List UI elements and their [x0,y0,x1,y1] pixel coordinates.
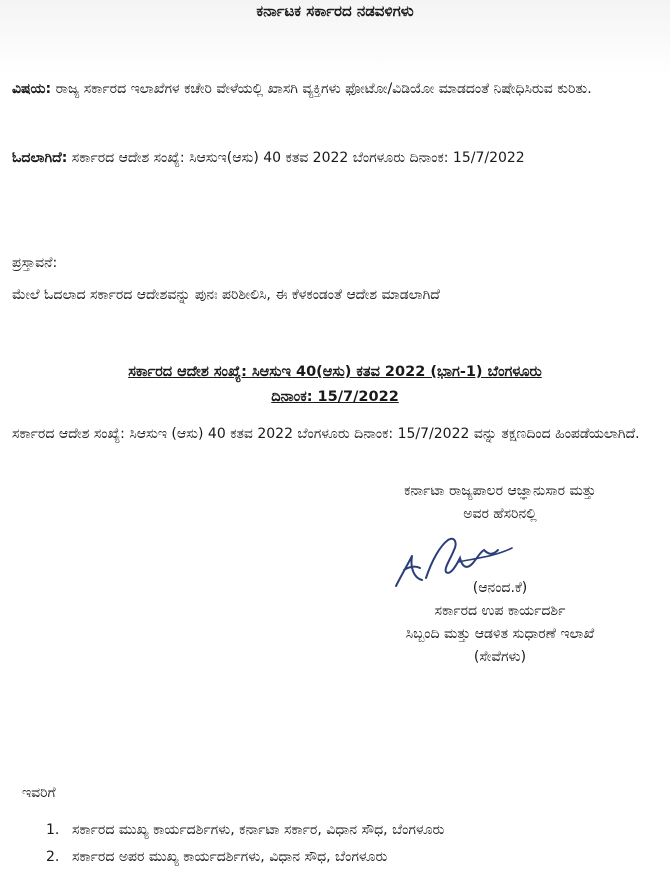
list-item-text: ಸರ್ಕಾರದ ಮುಖ್ಯ ಕಾರ್ಯದರ್ಶಿಗಳು, ಕರ್ನಾಟಾ ಸರ್ಕಾರ, ವಿಧಾನ ಸೌಧ, ಬೆಂಗಳೂರು [72,822,445,838]
signatory-block [340,577,660,669]
document-title: ಕರ್ನಾಟಕ ಸರ್ಕಾರದ ನಡವಳಿಗಳು [256,2,414,20]
order-title-line2: ದಿನಾಂಕ: 15/7/2022 [271,389,399,405]
list-item [46,845,387,869]
to-label: ಇವರಿಗೆ [22,785,56,801]
authority-block [340,480,660,526]
signatory-section: (ಸೇವೆಗಳು) [473,649,527,665]
subject-text: ರಾಜ್ಯ ಸರ್ಕಾರದ ಇಲಾಖೆಗಳ ಕಚೇರಿ ವೇಳೆಯಲ್ಲಿ ಖಾಸಗಿ ವ್ಯಕ್ತಿಗಳು ಫೋಟೋ/ವಿಡಿಯೋ ಮಾಡದಂತೆ ನಿಷೇಧಿಸಿರುವ ಕುರಿತು. [55,81,592,97]
authority-line2: ಅವರ ಹೆಸರಿನಲ್ಲಿ [463,506,537,522]
signatory-name: (ಆನಂದ.ಕೆ) [472,580,528,596]
list-item-number: 1. [46,822,60,838]
reference-text: ಸರ್ಕಾರದ ಆದೇಶ ಸಂಖ್ಯೆ: ಸಿಆಸುಇ(ಆಸು) 40 ಕತವ 2022 ಬೆಂಗಳೂರು ದಿನಾಂಕ: 15/7/2022 [71,150,525,166]
order-title-line1: ಸರ್ಕಾರದ ಆದೇಶ ಸಂಖ್ಯೆ: ಸಿಆಸುಇ 40(ಆಸು) ಕತವ 2022 (ಭಾಗ-1) ಬೆಂಗಳೂರು [128,364,542,380]
preamble-text: ಮೇಲೆ ಓದಲಾದ ಸರ್ಕಾರದ ಆದೇಶವನ್ನು ಪುನಃ ಪರಿಶೀಲಿಸಿ, ಈ ಕೆಳಕಂಡಂತೆ ಆದೇಶ ಮಾಡಲಾಗಿದೆ [12,287,440,303]
order-title [20,360,650,410]
authority-line1: ಕರ್ನಾಟಾ ರಾಜ್ಯಪಾಲರ ಆಜ್ಞಾನುಸಾರ ಮತ್ತು [404,483,596,499]
reference-label: ಓದಲಾಗಿದೆ: [12,150,68,166]
signatory-department: ಸಿಬ್ಬಂದಿ ಮತ್ತು ಆಡಳಿತ ಸುಧಾರಣೆ ಇಲಾಖೆ [405,626,595,642]
list-item-number: 2. [46,849,60,865]
list-item [46,818,444,842]
signatory-designation: ಸರ್ಕಾರದ ಉಪ ಕಾರ್ಯದರ್ಶಿ [434,603,566,619]
subject-paragraph [12,76,657,102]
list-item-text: ಸರ್ಕಾರದ ಅಪರ ಮುಖ್ಯ ಕಾರ್ಯದರ್ಶಿಗಳು, ವಿಧಾನ ಸೌಧ, ಬೆಂಗಳೂರು [72,849,388,865]
order-text: ಸರ್ಕಾರದ ಆದೇಶ ಸಂಖ್ಯೆ: ಸಿಆಸುಇ (ಆಸು) 40 ಕತವ 2022 ಬೆಂಗಳೂರು ದಿನಾಂಕ: 15/7/2022 ವನ್ನು ತಕ್ಷಣದಿಂದ ಹಿಂಪಡೆಯಲಾಗಿದೆ. [12,426,640,442]
subject-label: ವಿಷಯ: [12,81,52,97]
reference-paragraph [12,145,657,171]
preamble-label: ಪ್ರಸ್ತಾವನೆ: [12,255,58,271]
